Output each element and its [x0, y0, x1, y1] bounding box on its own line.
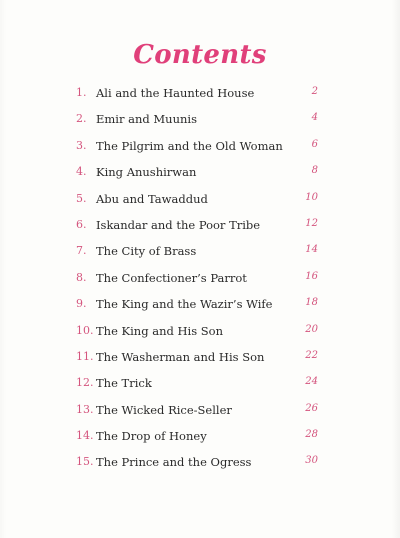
- entry-title: King Anushirwan: [96, 165, 197, 180]
- entry-number: 2.: [76, 112, 87, 126]
- entry-number: 10.: [76, 323, 94, 337]
- entry-page-number: 10: [305, 191, 318, 203]
- entry-number: 7.: [76, 244, 87, 258]
- entry-title: The Drop of Honey: [96, 429, 207, 444]
- entry-page-number: 30: [305, 455, 318, 467]
- entry-number: 12.: [76, 376, 94, 390]
- entry-title: The Confectioner’s Parrot: [96, 270, 247, 285]
- toc-entry: [0, 397, 400, 423]
- page-title: Contents: [133, 40, 267, 70]
- toc-entry: [0, 265, 400, 291]
- entry-page-number: 14: [305, 244, 318, 256]
- entry-title: The Wicked Rice-Seller: [96, 402, 232, 417]
- entry-title: Ali and the Haunted House: [96, 86, 255, 100]
- entry-title: The King and the Wazir’s Wife: [96, 297, 273, 312]
- entry-number: 3.: [76, 138, 87, 152]
- entry-page-number: 22: [305, 349, 318, 361]
- entry-title: The Trick: [96, 376, 152, 391]
- entry-number: 13.: [76, 402, 94, 416]
- entry-page-number: 2: [311, 86, 318, 97]
- toc-entry: [0, 423, 400, 449]
- entry-title: The City of Brass: [96, 244, 197, 259]
- entry-page-number: 28: [305, 429, 318, 441]
- entry-title: Iskandar and the Poor Tribe: [96, 217, 261, 232]
- toc-entry: [0, 159, 400, 185]
- entry-page-number: 6: [311, 138, 318, 150]
- entry-page-number: 26: [305, 402, 318, 414]
- entry-number: 11.: [76, 349, 94, 363]
- entry-page-number: 20: [305, 323, 318, 335]
- entry-page-number: 8: [311, 165, 318, 177]
- entry-number: 6.: [76, 217, 87, 231]
- toc-entry: [0, 344, 400, 370]
- entry-page-number: 18: [305, 297, 318, 309]
- entry-title: The Washerman and His Son: [96, 349, 265, 364]
- entry-title: The King and His Son: [96, 323, 223, 338]
- entry-page-number: 4: [311, 112, 318, 124]
- entry-title: The Pilgrim and the Old Woman: [96, 138, 283, 153]
- entry-title: The Prince and the Ogress: [96, 455, 252, 470]
- entry-title: Emir and Muunis: [96, 112, 197, 127]
- entry-number: 1.: [76, 86, 87, 99]
- toc-entry: [0, 318, 400, 344]
- toc-entry: [0, 291, 400, 317]
- entry-page-number: 16: [305, 270, 318, 282]
- entry-page-number: 12: [305, 217, 318, 229]
- table-of-contents: [0, 80, 400, 476]
- toc-entry: [0, 106, 400, 132]
- toc-entry: [0, 186, 400, 212]
- toc-entry: [0, 370, 400, 396]
- entry-title: Abu and Tawaddud: [96, 191, 208, 206]
- entry-number: 5.: [76, 191, 87, 205]
- entry-number: 4.: [76, 165, 87, 179]
- toc-entry: [0, 238, 400, 264]
- toc-entry: [0, 80, 400, 106]
- toc-entry: [0, 133, 400, 159]
- toc-entry: [0, 212, 400, 238]
- entry-number: 9.: [76, 297, 87, 311]
- entry-number: 8.: [76, 270, 87, 284]
- entry-page-number: 24: [305, 376, 318, 388]
- entry-number: 15.: [76, 455, 94, 469]
- entry-number: 14.: [76, 429, 94, 443]
- toc-entry: [0, 449, 400, 475]
